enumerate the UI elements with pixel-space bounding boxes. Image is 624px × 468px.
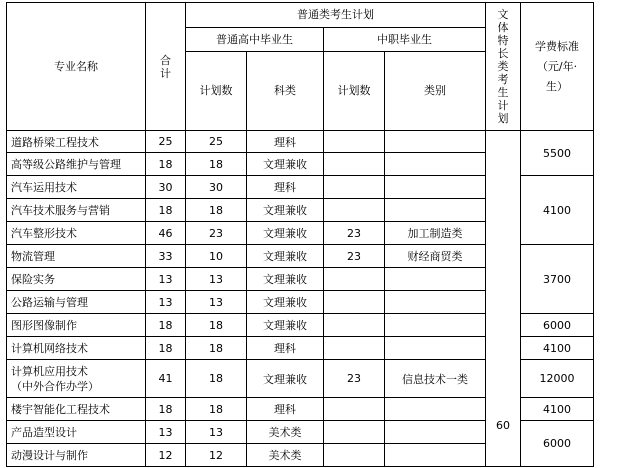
major-name-cell bbox=[7, 360, 146, 398]
voc-category bbox=[385, 176, 486, 199]
fee-value: 5500 bbox=[521, 131, 594, 176]
total-count: 18 bbox=[146, 314, 186, 337]
hs-plan-count: 30 bbox=[186, 176, 247, 199]
voc-plan-count bbox=[324, 314, 385, 337]
header-category: 类别 bbox=[385, 52, 486, 131]
major-name: 汽车整形技术 bbox=[7, 222, 146, 245]
subject: 理科 bbox=[247, 398, 324, 421]
header-hs-plan-count: 计划数 bbox=[186, 52, 247, 131]
major-name-note: （中外合作办学） bbox=[11, 379, 99, 393]
hs-plan-count: 18 bbox=[186, 153, 247, 176]
header-general-plan: 普通类考生计划 bbox=[186, 3, 486, 28]
hs-plan-count: 13 bbox=[186, 291, 247, 314]
header-subject: 科类 bbox=[247, 52, 324, 131]
header-arts-plan: 文体特长类考生计划 bbox=[497, 8, 509, 125]
voc-plan-count bbox=[324, 176, 385, 199]
fee-value: 4100 bbox=[521, 398, 594, 421]
voc-category bbox=[385, 421, 486, 444]
header-vocational: 中职毕业生 bbox=[324, 28, 486, 52]
subject: 理科 bbox=[247, 131, 324, 153]
total-count: 13 bbox=[146, 291, 186, 314]
voc-plan-count: 23 bbox=[324, 245, 385, 268]
total-count: 12 bbox=[146, 444, 186, 467]
major-name: 道路桥梁工程技术 bbox=[7, 131, 146, 153]
voc-category bbox=[385, 131, 486, 153]
major-name: 汽车运用技术 bbox=[7, 176, 146, 199]
header-major: 专业名称 bbox=[7, 3, 146, 131]
enrollment-plan-table-container bbox=[6, 2, 594, 467]
voc-plan-count bbox=[324, 444, 385, 467]
voc-plan-count bbox=[324, 398, 385, 421]
major-name: 楼宇智能化工程技术 bbox=[7, 398, 146, 421]
major-name: 汽车技术服务与营销 bbox=[7, 199, 146, 222]
voc-category bbox=[385, 153, 486, 176]
subject: 理科 bbox=[247, 337, 324, 360]
major-name: 保险实务 bbox=[7, 268, 146, 291]
fee-value: 12000 bbox=[521, 360, 594, 398]
header-fee: 学费标准（元/年·生） bbox=[535, 39, 579, 93]
hs-plan-count: 18 bbox=[186, 360, 247, 398]
voc-category bbox=[385, 314, 486, 337]
voc-plan-count bbox=[324, 153, 385, 176]
header-arts-cell bbox=[486, 3, 521, 131]
subject: 文理兼收 bbox=[247, 360, 324, 398]
header-fee-cell bbox=[521, 3, 594, 131]
hs-plan-count: 10 bbox=[186, 245, 247, 268]
header-high-school: 普通高中毕业生 bbox=[186, 28, 324, 52]
fee-value: 6000 bbox=[521, 421, 594, 467]
voc-category: 财经商贸类 bbox=[385, 245, 486, 268]
fee-value: 6000 bbox=[521, 314, 594, 337]
hs-plan-count: 18 bbox=[186, 199, 247, 222]
voc-plan-count: 23 bbox=[324, 360, 385, 398]
major-name: 高等级公路维护与管理 bbox=[7, 153, 146, 176]
hs-plan-count: 23 bbox=[186, 222, 247, 245]
header-voc-plan-count: 计划数 bbox=[324, 52, 385, 131]
subject: 文理兼收 bbox=[247, 222, 324, 245]
total-count: 18 bbox=[146, 199, 186, 222]
voc-category: 加工制造类 bbox=[385, 222, 486, 245]
subject: 文理兼收 bbox=[247, 245, 324, 268]
voc-plan-count bbox=[324, 268, 385, 291]
voc-category bbox=[385, 444, 486, 467]
total-count: 33 bbox=[146, 245, 186, 268]
major-name: 产品造型设计 bbox=[7, 421, 146, 444]
fee-value: 4100 bbox=[521, 176, 594, 245]
hs-plan-count: 13 bbox=[186, 268, 247, 291]
major-name: 计算机网络技术 bbox=[7, 337, 146, 360]
subject: 文理兼收 bbox=[247, 291, 324, 314]
subject: 理科 bbox=[247, 176, 324, 199]
hs-plan-count: 25 bbox=[186, 131, 247, 153]
voc-plan-count bbox=[324, 199, 385, 222]
subject: 美术类 bbox=[247, 421, 324, 444]
hs-plan-count: 13 bbox=[186, 421, 247, 444]
total-count: 13 bbox=[146, 268, 186, 291]
subject: 文理兼收 bbox=[247, 199, 324, 222]
voc-plan-count bbox=[324, 421, 385, 444]
fee-value: 3700 bbox=[521, 245, 594, 314]
hs-plan-count: 18 bbox=[186, 314, 247, 337]
subject: 文理兼收 bbox=[247, 268, 324, 291]
major-name: 动漫设计与制作 bbox=[7, 444, 146, 467]
enrollment-plan-table bbox=[6, 2, 594, 467]
major-name: 计算机应用技术 bbox=[11, 364, 88, 378]
total-count: 13 bbox=[146, 421, 186, 444]
voc-category bbox=[385, 268, 486, 291]
subject: 美术类 bbox=[247, 444, 324, 467]
hs-plan-count: 18 bbox=[186, 398, 247, 421]
total-count: 18 bbox=[146, 398, 186, 421]
major-name: 图形图像制作 bbox=[7, 314, 146, 337]
fee-value: 4100 bbox=[521, 337, 594, 360]
major-name: 物流管理 bbox=[7, 245, 146, 268]
total-count: 41 bbox=[146, 360, 186, 398]
voc-plan-count bbox=[324, 131, 385, 153]
voc-category bbox=[385, 398, 486, 421]
subject: 文理兼收 bbox=[247, 153, 324, 176]
arts-plan-total: 60 bbox=[486, 131, 521, 467]
hs-plan-count: 18 bbox=[186, 337, 247, 360]
voc-category bbox=[385, 199, 486, 222]
total-count: 30 bbox=[146, 176, 186, 199]
voc-plan-count bbox=[324, 337, 385, 360]
header-total-cell bbox=[146, 3, 186, 131]
voc-plan-count: 23 bbox=[324, 222, 385, 245]
voc-category bbox=[385, 291, 486, 314]
header-total: 合计 bbox=[160, 53, 171, 80]
hs-plan-count: 12 bbox=[186, 444, 247, 467]
subject: 文理兼收 bbox=[247, 314, 324, 337]
total-count: 18 bbox=[146, 153, 186, 176]
voc-category: 信息技术一类 bbox=[385, 360, 486, 398]
major-name: 公路运输与管理 bbox=[7, 291, 146, 314]
table-row bbox=[7, 131, 594, 153]
total-count: 46 bbox=[146, 222, 186, 245]
total-count: 18 bbox=[146, 337, 186, 360]
voc-plan-count bbox=[324, 291, 385, 314]
voc-category bbox=[385, 337, 486, 360]
total-count: 25 bbox=[146, 131, 186, 153]
